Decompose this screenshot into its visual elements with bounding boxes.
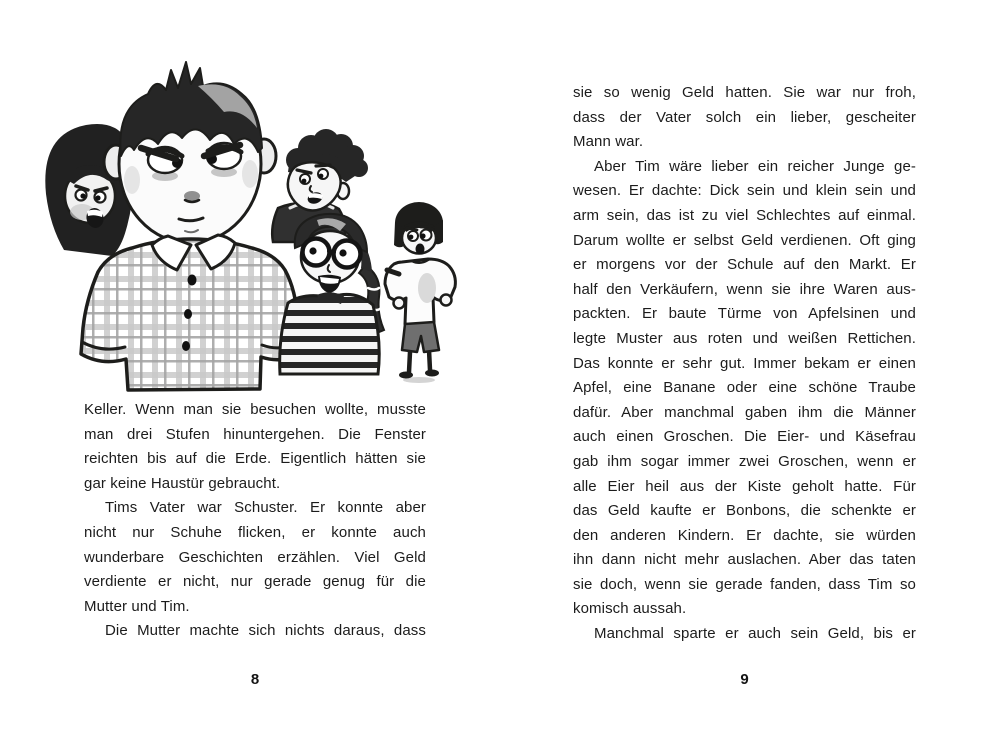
text-line: gab ihm sogar immer zwei Groschen, wenn er <box>573 452 916 470</box>
text-line: er morgens vor der Schule auf den Markt. Er <box>573 256 916 274</box>
text-line: verdiente er nicht, nur gerade genug für die <box>84 573 426 591</box>
small-boy-shorts <box>402 322 439 352</box>
text-line: wesen. Er dachte: Dick sein und klein sein und <box>573 182 916 200</box>
text-line: dafür. Aber manchmal gaben ihm die Männer <box>573 403 916 421</box>
text-line: Das konnte er sehr gut. Immer bekam er einen <box>573 354 916 372</box>
text-line: ihn dann nicht mehr auslachen. Aber das taten <box>573 551 916 569</box>
text-line: sie so wenig Geld hatten. Sie war nur froh, <box>573 84 916 101</box>
text-line: nicht nur Schuhe flicken, er konnte auch <box>84 523 426 541</box>
glasses-lens <box>334 241 361 268</box>
text-line: legte Muster aus roten und weißen Rettichen. <box>573 329 916 347</box>
page-number-left: 8 <box>250 671 260 688</box>
page-text-left <box>84 398 426 644</box>
text-line: arm sein, das ist zu viel Schlechtes auf einmal. <box>573 206 916 224</box>
small-boy-akimbo <box>385 202 455 383</box>
text-line: das Geld kaufte er Bonbons, die schenkte er <box>573 502 916 520</box>
text-line: Manchmal sparte er auch sein Geld, bis er <box>594 625 916 643</box>
text-line: gar keine Haustür gebraucht. <box>84 474 281 492</box>
page-number-right: 9 <box>740 671 749 688</box>
text-line: auch einen Groschen. Die Eier- und Käsefrau <box>573 428 916 446</box>
text-line: packten. Er baute Türme von Apfelsinen und <box>573 305 916 323</box>
story-illustration <box>28 56 478 401</box>
text-line: Die Mutter machte sich nichts daraus, dass <box>105 622 426 640</box>
text-line: dass der Vater solch ein lieber, gescheiter <box>573 108 916 126</box>
tim-button <box>184 309 192 319</box>
text-line: Mutter und Tim. <box>84 597 190 615</box>
text-line: Keller. Wenn man sie besuchen wollte, musste <box>84 401 426 418</box>
text-line: half den Verkäufern, wenn sie ihre Waren aus- <box>573 280 916 298</box>
text-line: reichten bis auf die Erde. Eigentlich hätten sie <box>84 450 426 468</box>
text-line: Darum wollte er selbst Geld verdienen. Oft ging <box>573 231 916 249</box>
text-line: Aber Tim wäre lieber ein reicher Junge ge- <box>594 157 916 175</box>
text-line: den anderen Kindern. Er dachte, sie würden <box>573 526 916 544</box>
text-line: Tims Vater war Schuster. Er konnte aber <box>105 499 426 517</box>
text-line: alle Eier heil aus der Kiste geholt hatte. Für <box>573 477 916 495</box>
text-line: Mann war. <box>573 133 644 151</box>
striped-shirt <box>280 294 380 374</box>
page-text-right <box>573 81 916 647</box>
text-line: komisch aussah. <box>573 600 687 618</box>
text-line: sie doch, wenn sie gerade fanden, dass Tim so <box>573 575 916 593</box>
tim-button <box>188 275 197 286</box>
text-line: Apfel, eine Banane oder eine schöne Traube <box>573 379 916 397</box>
tim-button <box>182 341 190 351</box>
text-line: wunderbare Geschichten erzählen. Viel Geld <box>84 548 426 566</box>
text-line: man drei Stufen hinuntergehen. Die Fenster <box>84 425 426 443</box>
